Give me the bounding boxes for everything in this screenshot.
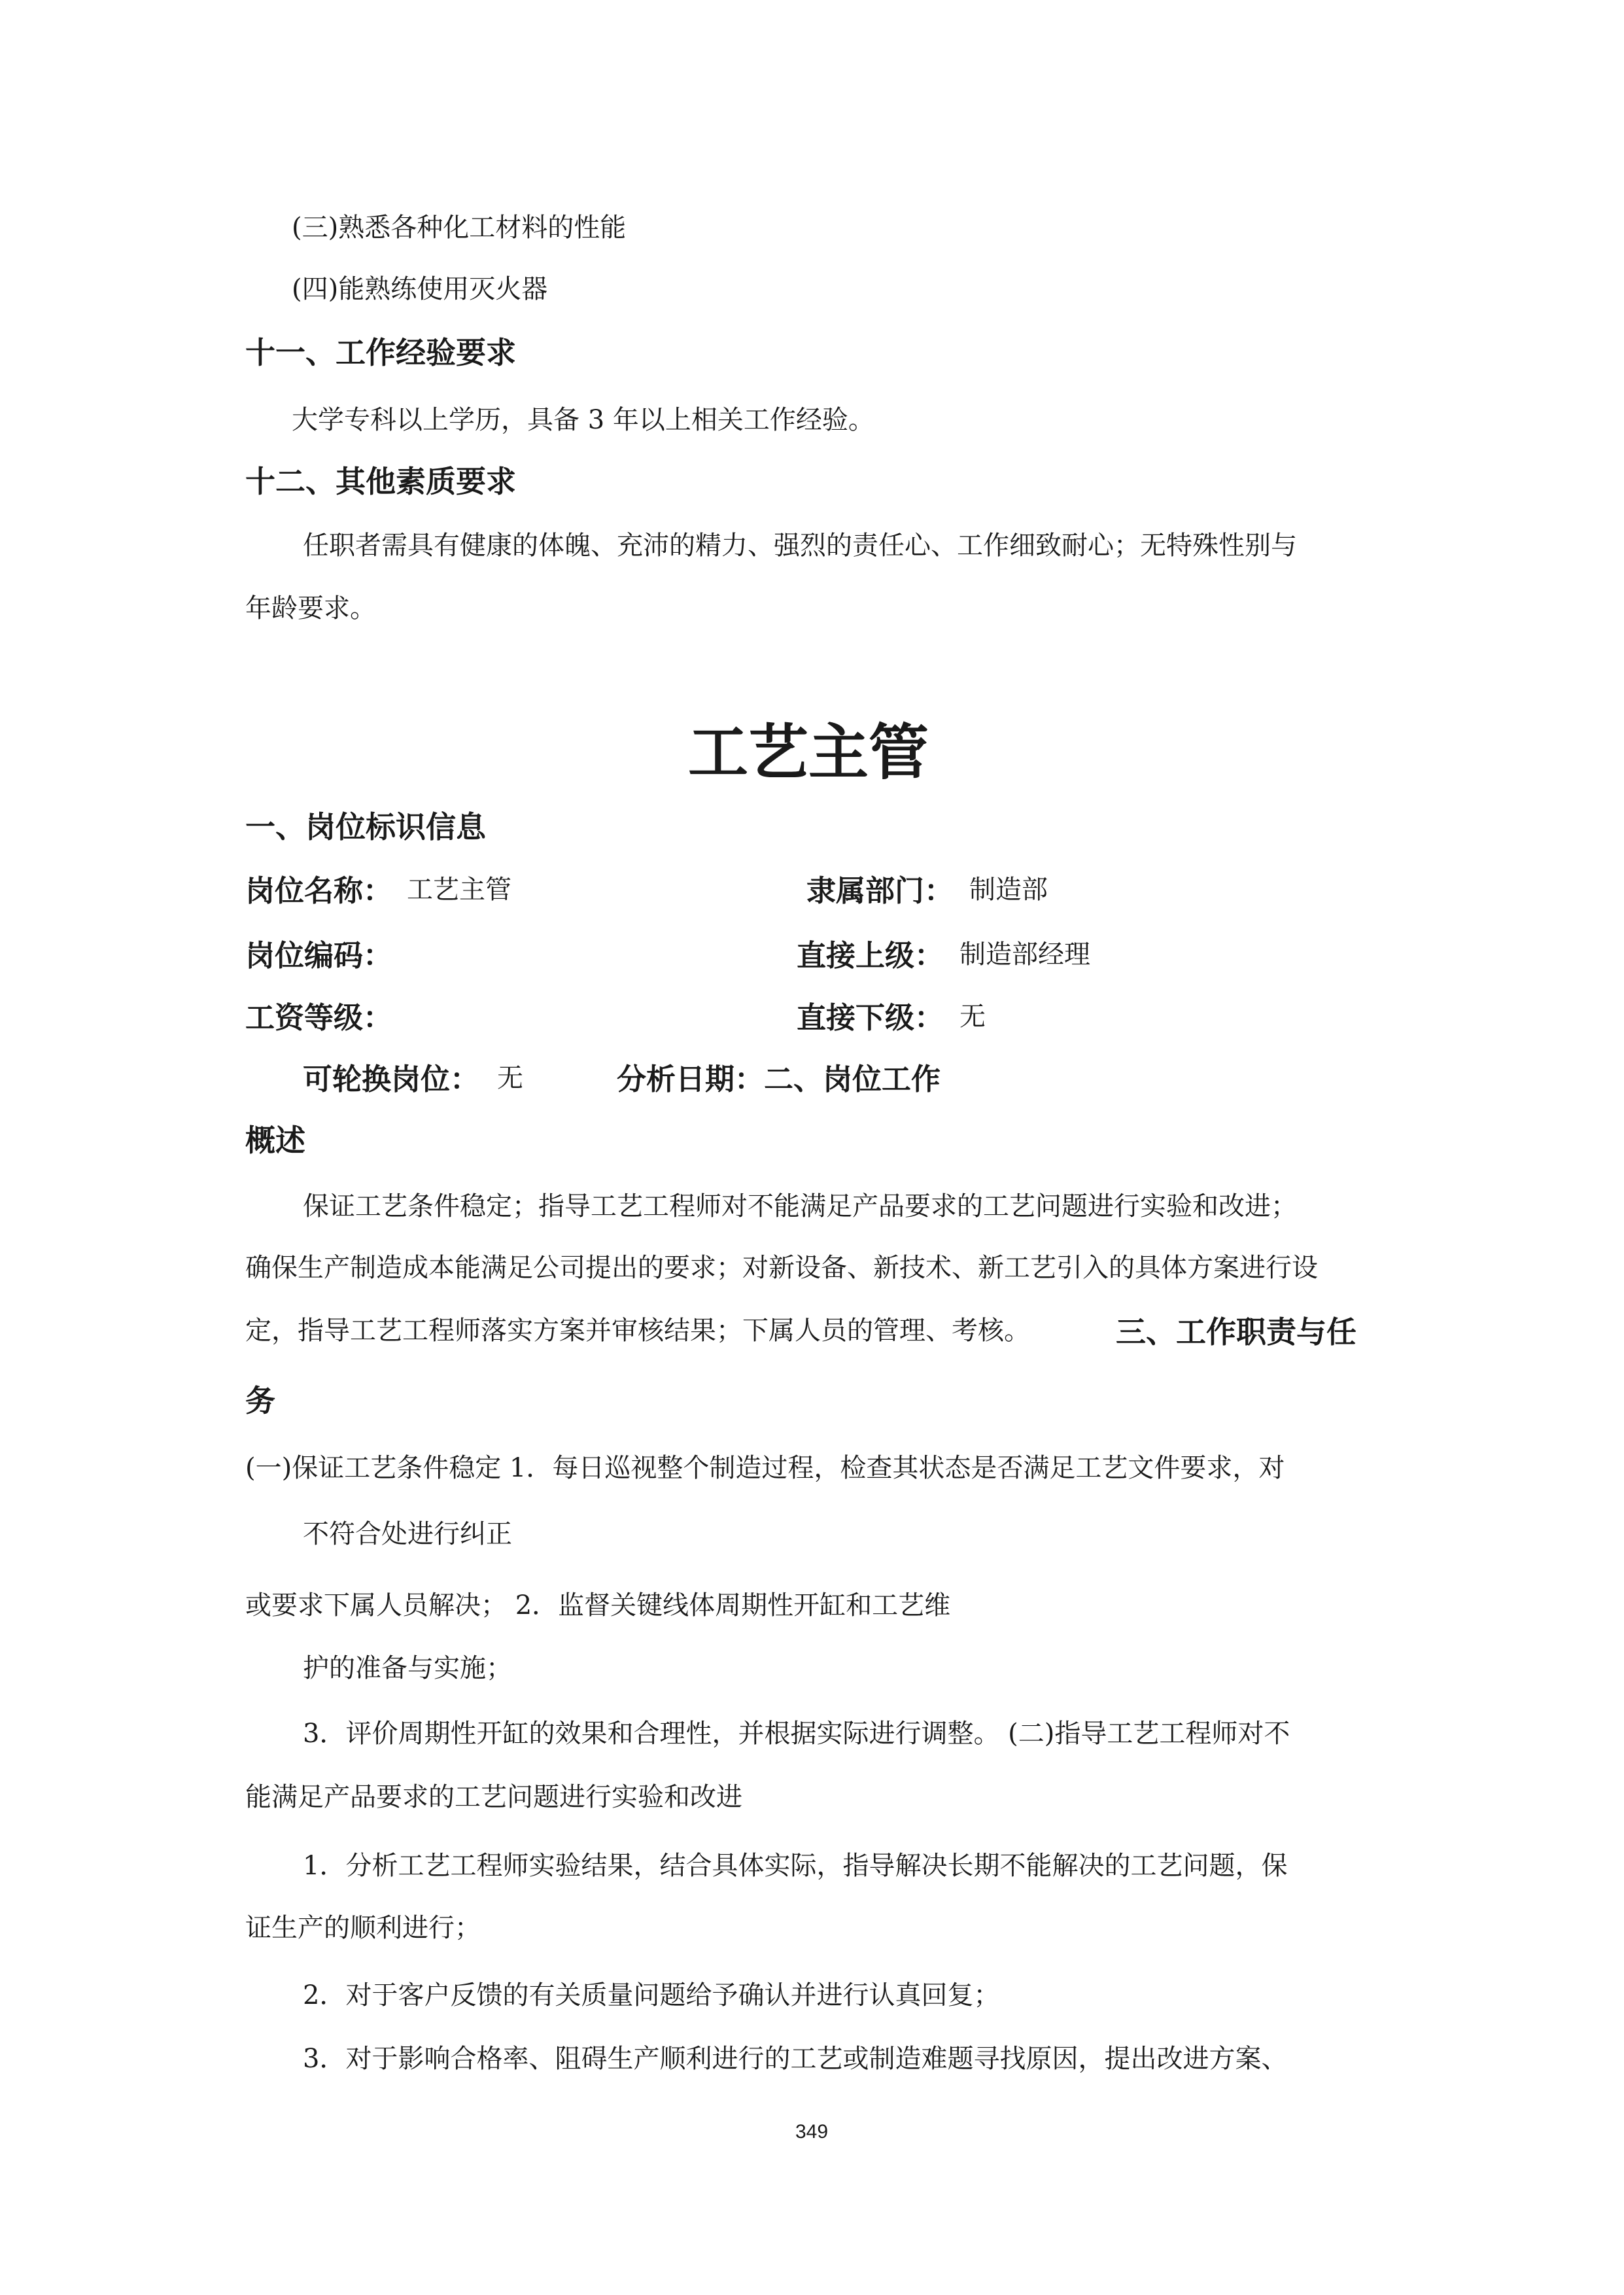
field-label: 直接上级： xyxy=(797,938,944,973)
list-item: (四)能熟练使用灭火器 xyxy=(292,274,548,304)
paragraph: 保证工艺条件稳定；指导工艺工程师对不能满足产品要求的工艺问题进行实验和改进； xyxy=(303,1191,1297,1221)
paragraph: 护的准备与实施； xyxy=(303,1653,512,1683)
paragraph: 定，指导工艺工程师落实方案并审核结果；下属人员的管理、考核。 xyxy=(245,1316,1030,1346)
field-label: 岗位名称： xyxy=(245,873,393,908)
paragraph: 年龄要求。 xyxy=(245,593,376,623)
paragraph: 确保生产制造成本能满足公司提出的要求；对新设备、新技术、新工艺引入的具体方案进行设 xyxy=(245,1253,1318,1283)
section-heading: 概述 xyxy=(245,1123,305,1158)
paragraph: 1．分析工艺工程师实验结果，结合具体实际，指导解决长期不能解决的工艺问题，保 xyxy=(303,1851,1288,1881)
section-heading: 一、岗位标识信息 xyxy=(245,809,486,845)
field-label: 隶属部门： xyxy=(806,873,954,908)
section-heading: 十一、工作经验要求 xyxy=(245,335,516,370)
paragraph: 3．评价周期性开缸的效果和合理性，并根据实际进行调整。 (二)指导工艺工程师对不 xyxy=(303,1719,1290,1749)
field-label: 可轮换岗位： xyxy=(303,1062,480,1096)
paragraph: 2．对于客户反馈的有关质量问题给予确认并进行认真回复； xyxy=(303,1980,1000,2010)
field-value: 工艺主管 xyxy=(407,875,511,905)
field-value: 制造部经理 xyxy=(959,939,1090,970)
field-value: 制造部 xyxy=(969,875,1048,905)
page-title: 工艺主管 xyxy=(688,718,929,788)
field-value: 无 xyxy=(497,1063,523,1093)
field-label: 分析日期：二、岗位工作 xyxy=(617,1062,941,1096)
paragraph: 证生产的顺利进行； xyxy=(245,1913,481,1943)
paragraph: 能满足产品要求的工艺问题进行实验和改进 xyxy=(245,1782,742,1812)
section-heading: 十二、其他素质要求 xyxy=(245,464,516,499)
field-label: 岗位编码： xyxy=(245,938,393,973)
paragraph: (一)保证工艺条件稳定 1．每日巡视整个制造过程，检查其状态是否满足工艺文件要求，对 xyxy=(245,1453,1285,1483)
section-heading: 三、工作职责与任 xyxy=(1116,1314,1356,1350)
paragraph: 3．对于影响合格率、阻碍生产顺利进行的工艺或制造难题寻找原因，提出改进方案、 xyxy=(303,2044,1288,2074)
field-label: 直接下级： xyxy=(797,1000,944,1035)
page-number: 349 xyxy=(795,2121,829,2143)
paragraph: 不符合处进行纠正 xyxy=(303,1519,512,1549)
paragraph: 大学专科以上学历，具备 3 年以上相关工作经验。 xyxy=(292,405,874,435)
paragraph: 任职者需具有健康的体魄、充沛的精力、强烈的责任心、工作细致耐心；无特殊性别与 xyxy=(303,531,1297,561)
paragraph: 或要求下属人员解决； 2．监督关键线体周期性开缸和工艺维 xyxy=(245,1590,951,1621)
field-value: 无 xyxy=(959,1002,986,1032)
list-item: (三)熟悉各种化工材料的性能 xyxy=(292,213,627,243)
field-label: 工资等级： xyxy=(245,1000,393,1035)
section-heading: 务 xyxy=(245,1383,275,1418)
